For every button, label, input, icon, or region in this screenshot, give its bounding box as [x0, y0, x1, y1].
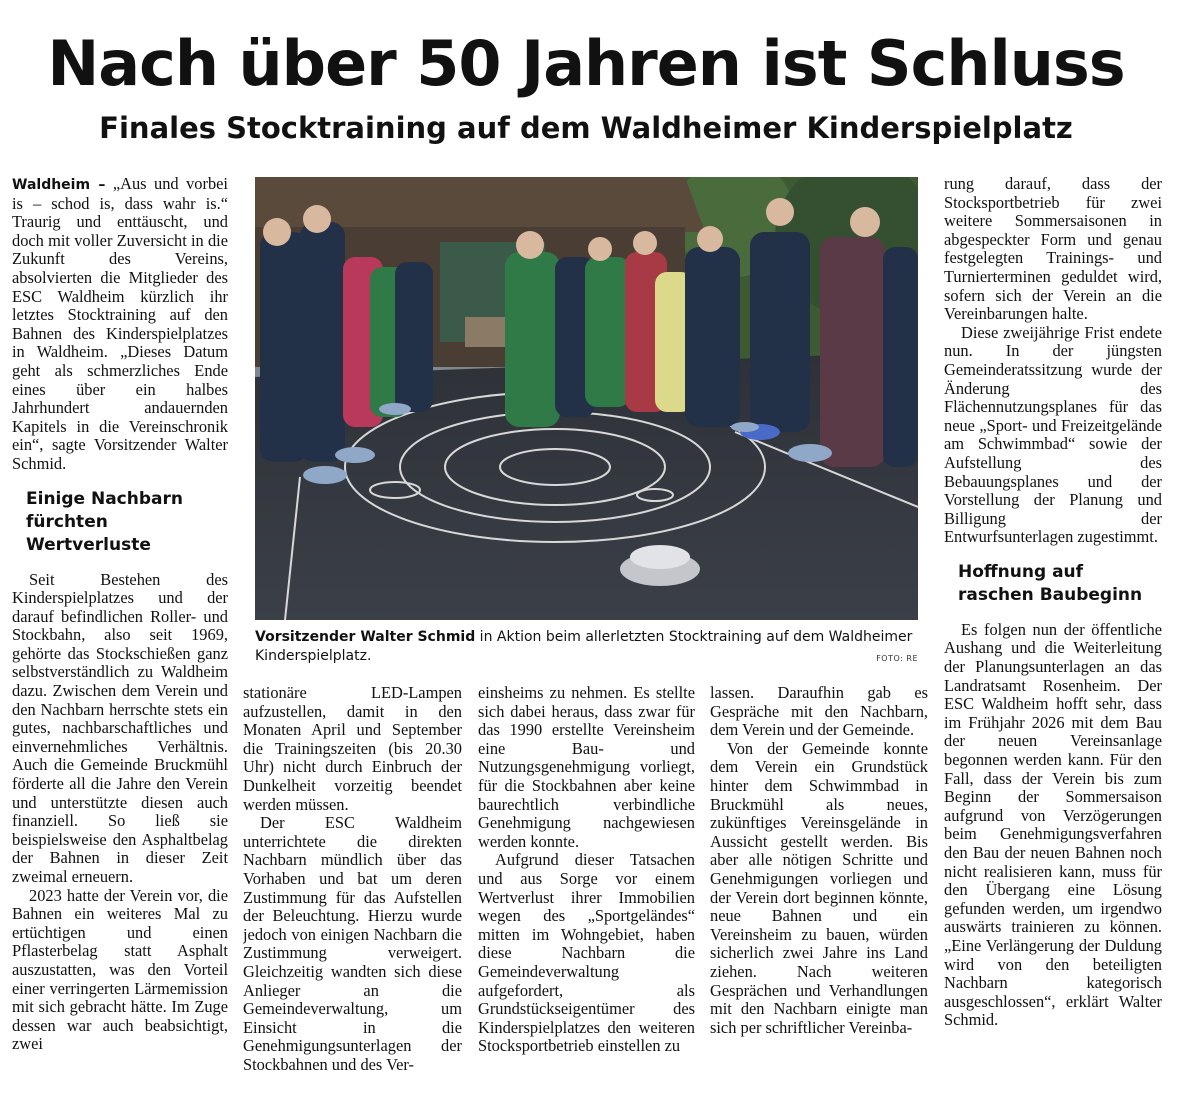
paragraph: Von der Gemeinde konnte dem Verein ein Grundstück hinter dem Schwimmbad in Bruckmühl als neues, zukünftiges Vereinsgelände in Aussicht gestellt werden. Bis aber alle nötigen Schritte und Genehmigungen vorliegen und der Verein dort beginnen könnte, neue Bahnen und ein Vereinsheim zu bauen, würden sicherlich zwei Jahre ins Land ziehen. Nach weiteren Gesprächen und Verhandlungen mit den Nachbarn einigte man sich per schriftlicher Vereinba- [710, 738, 928, 1037]
article-column-5 [944, 175, 1162, 1083]
paragraph: rung darauf, dass der Stocksportbetrieb für zwei weitere Sommersaisonen in abgespeckter Form und genau festgelegten Trainings- und Turnierterminen geduldet wird, sofern sich der Verein an die Vereinbarungen halte. [944, 175, 1162, 324]
lead-text: „Aus und vorbei is – schod is, dass wahr is.“ Traurig und enttäuscht, und doch mit voller Zuversicht in die Zukunft des Vereins, absolvierten die Mitglieder des ESC Waldheim kürzlich ihr letztes Stocktraining auf den Bahnen des Kinderspielplatzes in Waldheim. „Dieses Datum geht als schmerzliches Ende eines über ein halbes Jahrhundert andauernden Kapitels in die Vereinschronik ein“, sagte Vorsitzender Walter Schmid. [12, 175, 228, 473]
paragraph: Es folgen nun der öffentliche Aushang und die Weiterleitung der Planungsunterlagen an das Landratsamt Rosenheim. Der ESC Waldheim hofft sehr, dass im Frühjahr 2026 mit dem Bau der neuen Vereinsanlage begonnen werden kann. Für den Fall, dass der Verein bis zum Beginn der Sommersaison aufgrund von Verzögerungen beim Genehmigungsverfahren den Bau der neuen Bahnen noch nicht realisieren kann, muss für den Übergang eine Lösung gefunden werden, um irgendwo auswärts trainieren zu können. „Eine Verlängerung der Duldung wird von den beteiligten Nachbarn kategorisch ausgeschlossen“, erklärt Walter Schmid. [944, 619, 1162, 1030]
paragraph: einsheims zu nehmen. Es stellte sich dabei heraus, dass zwar für das 1990 erstellte Vereinsheim eine Bau- und Nutzungsgenehmigung vorliegt, für die Stockbahnen aber keine baurechtlich verbindliche Genehmigung nachgewiesen werden konnte. [478, 684, 695, 851]
dateline: Waldheim – [12, 177, 106, 193]
paragraph: Der ESC Waldheim unterrichtete die direkten Nachbarn mündlich über das Vorhaben und bat um deren Zustimmung für das Aufstellen der Beleuchtung. Hierzu wurde jedoch von einigen Nachbarn die Zustimmung verweigert. Gleichzeitig wandten sich diese Anlieger an die Gemeindeverwaltung, um Einsicht in die Genehmigungsunterlagen der Stockbahnen und des Ver- [243, 813, 462, 1074]
subheadline: Finales Stocktraining auf dem Waldheimer Kinderspielplatz [99, 111, 1073, 145]
paragraph: 2023 hatte der Verein vor, die Bahnen ein weiteres Mal zu ertüchtigen und einen Pflasterbelag statt Asphalt auszustatten, was den Vorteil einer verringerten Lärmemission mit sich gebracht hätte. Im Zuge dessen war auch beabsichtigt, zwei [12, 885, 228, 1054]
caption-lead: Vorsitzender Walter Schmid [255, 629, 476, 645]
lead-paragraph [12, 175, 228, 474]
paragraph: lassen. Daraufhin gab es Gespräche mit den Nachbarn, dem Verein und der Gemeinde. [710, 684, 928, 740]
paragraph: Diese zweijährige Frist endete nun. In der jüngsten Gemeinderatssitzung wurde der Änderung des Flächennutzungsplanes für das neue „Sport- und Freizeitgelände am Schwimmbad“ sowie der Aufstellung des Bebauungsplanes und der Vorstellung der Planung und Billigung der Entwurfsunterlagen zugestimmt. [944, 322, 1162, 547]
article-column-4 [710, 684, 928, 1084]
subtitle-baubeginn: Hoffnung auf raschen Baubeginn [958, 561, 1143, 605]
photo-credit: FOTO: RE [876, 654, 918, 663]
headline: Nach über 50 Jahren ist Schluss [47, 27, 1125, 100]
subtitle-wertverluste: Einige Nachbarn fürchten Wertverluste [26, 488, 183, 555]
paragraph: Seit Bestehen des Kinderspielplatzes und der darauf befindlichen Roller- und Stockbahn, also seit 1969, gehörte das Stockschießen ganz selbstverständlich zu Waldheim dazu. Zwischen dem Verein und den Nachbarn herrschte stets ein gutes, nachbarschaftliches und einvernehmliches Verhältnis. Auch die Gemeinde Bruckmühl förderte all die Jahre den Verein und unterstützte diesen auch finanziell. So ließ sie beispielsweise den Asphaltbelag der Bahnen in dieser Zeit zweimal erneuern. [12, 569, 228, 886]
photo-caption [255, 628, 918, 666]
article-column-2 [243, 684, 462, 1084]
article-column-1 [12, 175, 228, 1083]
caption-text: in Aktion beim allerletzten Stocktraining auf dem Waldheimer Kinderspielplatz. [255, 629, 913, 664]
article-column-3 [478, 684, 695, 1084]
paragraph: stationäre LED-Lampen aufzustellen, damit in den Monaten April und September die Trainingszeiten (bis 20.30 Uhr) nicht durch Einbruch der Dunkelheit vorzeitig beendet werden müssen. [243, 684, 462, 814]
article-photo [255, 177, 918, 620]
paragraph: Aufgrund dieser Tatsachen und aus Sorge vor einem Wertverlust ihrer Immobilien wegen des „Sportgeländes“ mitten im Wohngebiet, haben diese Nachbarn die Gemeindeverwaltung aufgefordert, als Grundstückseigentümer des Kinderspielplatzes den weiteren Stocksportbetrieb einstellen zu [478, 850, 695, 1056]
